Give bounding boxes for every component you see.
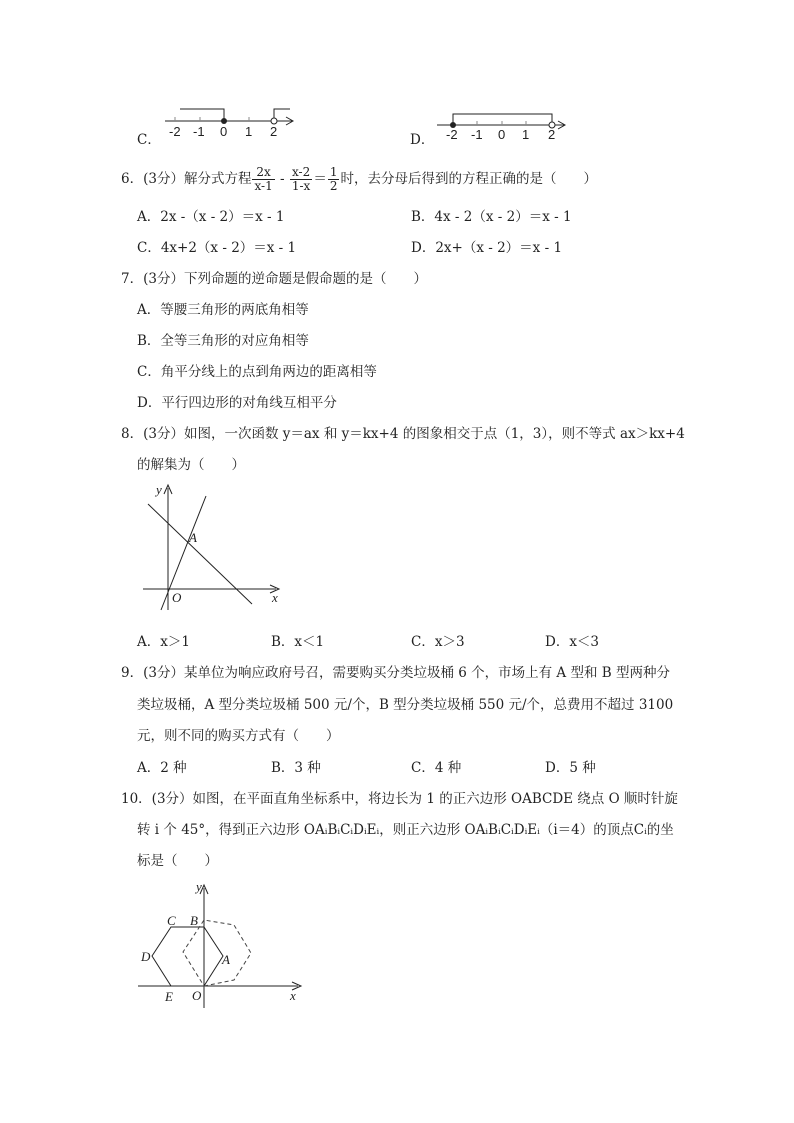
q6-eq: ＝ — [313, 171, 327, 187]
q7-option-c[interactable]: C．角平分线上的点到角两边的距离相等 — [137, 364, 377, 380]
q9-stem-line-1: 9．(3分）某单位为响应政府号召，需要购买分类垃圾桶 6 个，市场上有 A 型和 B 型两种分 — [121, 665, 670, 681]
q8-stem-line-2: 的解集为（ ） — [137, 457, 245, 473]
nl-d-tick-2: 2 — [548, 127, 556, 142]
q9-option-c[interactable]: C．4 种 — [411, 760, 462, 776]
q10-stem-line-2: 转 i 个 45°，得到正六边形 OAᵢBᵢCᵢDᵢEᵢ，则正六边形 OAᵢBᵢCᵢDᵢEᵢ（i＝4）的顶点Cᵢ的坐 — [137, 822, 674, 838]
q9-option-d[interactable]: D．5 种 — [545, 760, 596, 776]
q7-option-a[interactable]: A．等腰三角形的两底角相等 — [137, 302, 309, 318]
nl-c-tick-1: 1 — [245, 124, 253, 139]
q10-axis-x-label: x — [290, 988, 296, 1003]
q5-number-line-c — [160, 104, 300, 144]
q5-number-line-d — [432, 108, 572, 144]
nl-c-tick-neg1: -1 — [193, 124, 205, 139]
q6-option-d[interactable]: D．2x+（x - 2）＝x - 1 — [411, 240, 563, 256]
q9-stem-line-2: 类垃圾桶，A 型分类垃圾桶 500 元/个，B 型分类垃圾桶 550 元/个，总费用不超过 3100 — [137, 697, 674, 713]
q6-prefix: 6．(3分）解分式方程 — [121, 171, 252, 187]
q6-minus: - — [275, 171, 289, 187]
q10-axis-y-label: y — [196, 879, 202, 894]
q8-axis-y-label: y — [156, 482, 162, 497]
nl-d-tick-neg1: -1 — [471, 127, 483, 142]
q6-fraction-3 — [328, 166, 340, 193]
q6-f3-den: 2 — [329, 179, 338, 193]
q6-suffix: 时，去分母后得到的方程正确的是（ ） — [340, 171, 597, 187]
q6-fraction-2 — [290, 166, 312, 193]
q6-f2-num: x-2 — [290, 166, 312, 180]
q5-option-d-label[interactable]: D． — [410, 132, 435, 148]
nl-d-tick-neg2: -2 — [446, 127, 458, 142]
q5-option-c-label[interactable]: C． — [137, 132, 161, 148]
q6-stem — [121, 166, 597, 193]
q10-vertex-d-label: D — [141, 949, 151, 964]
q6-option-b[interactable]: B．4x - 2（x - 2）＝x - 1 — [411, 209, 572, 225]
q6-fraction-1 — [252, 166, 274, 193]
q6-f1-num: 2x — [252, 166, 274, 180]
nl-d-tick-1: 1 — [522, 127, 530, 142]
q6-f1-den: x-1 — [254, 179, 273, 193]
q10-vertex-c-label: C — [167, 913, 176, 928]
q8-option-d[interactable]: D．x＜3 — [545, 634, 600, 650]
q10-stem-line-1: 10．(3分）如图，在平面直角坐标系中，将边长为 1 的正六边形 OABCDE 绕点 O 顺时针旋 — [121, 791, 678, 807]
q6-option-c[interactable]: C．4x+2（x - 2）＝x - 1 — [137, 240, 297, 256]
nl-c-tick-2: 2 — [270, 124, 278, 139]
q8-option-a[interactable]: A．x＞1 — [137, 634, 190, 650]
q6-f2-den: 1-x — [291, 179, 311, 193]
q10-vertex-b-label: B — [190, 913, 198, 928]
q8-figure — [138, 478, 288, 618]
q7-option-d[interactable]: D．平行四边形的对角线互相平分 — [137, 395, 337, 411]
q10-vertex-a-label: A — [222, 952, 230, 967]
q8-option-b[interactable]: B．x＜1 — [271, 634, 325, 650]
nl-d-tick-0: 0 — [498, 127, 506, 142]
q8-origin-label: O — [172, 590, 182, 605]
q8-point-a-label: A — [189, 530, 197, 545]
q8-axis-x-label: x — [272, 590, 278, 605]
q7-option-b[interactable]: B．全等三角形的对应角相等 — [137, 333, 309, 349]
q10-stem-line-3: 标是（ ） — [137, 853, 218, 869]
q9-option-a[interactable]: A．2 种 — [137, 760, 187, 776]
q10-vertex-e-label: E — [165, 989, 173, 1004]
q8-stem-line-1: 8．(3分）如图，一次函数 y＝ax 和 y＝kx+4 的图象相交于点（1，3），则不等式 ax＞kx+4 — [121, 426, 685, 442]
q8-option-c[interactable]: C．x＞3 — [411, 634, 465, 650]
q6-f3-num: 1 — [329, 165, 338, 179]
q10-figure — [136, 880, 311, 1012]
nl-c-tick-neg2: -2 — [169, 124, 181, 139]
q7-stem: 7．(3分）下列命题的逆命题是假命题的是（ ） — [121, 271, 427, 287]
nl-c-tick-0: 0 — [220, 124, 228, 139]
q9-option-b[interactable]: B．3 种 — [271, 760, 321, 776]
q10-origin-label: O — [192, 988, 202, 1003]
q6-option-a[interactable]: A．2x -（x - 2）＝x - 1 — [137, 209, 285, 225]
q9-stem-line-3: 元，则不同的购买方式有（ ） — [137, 728, 340, 744]
